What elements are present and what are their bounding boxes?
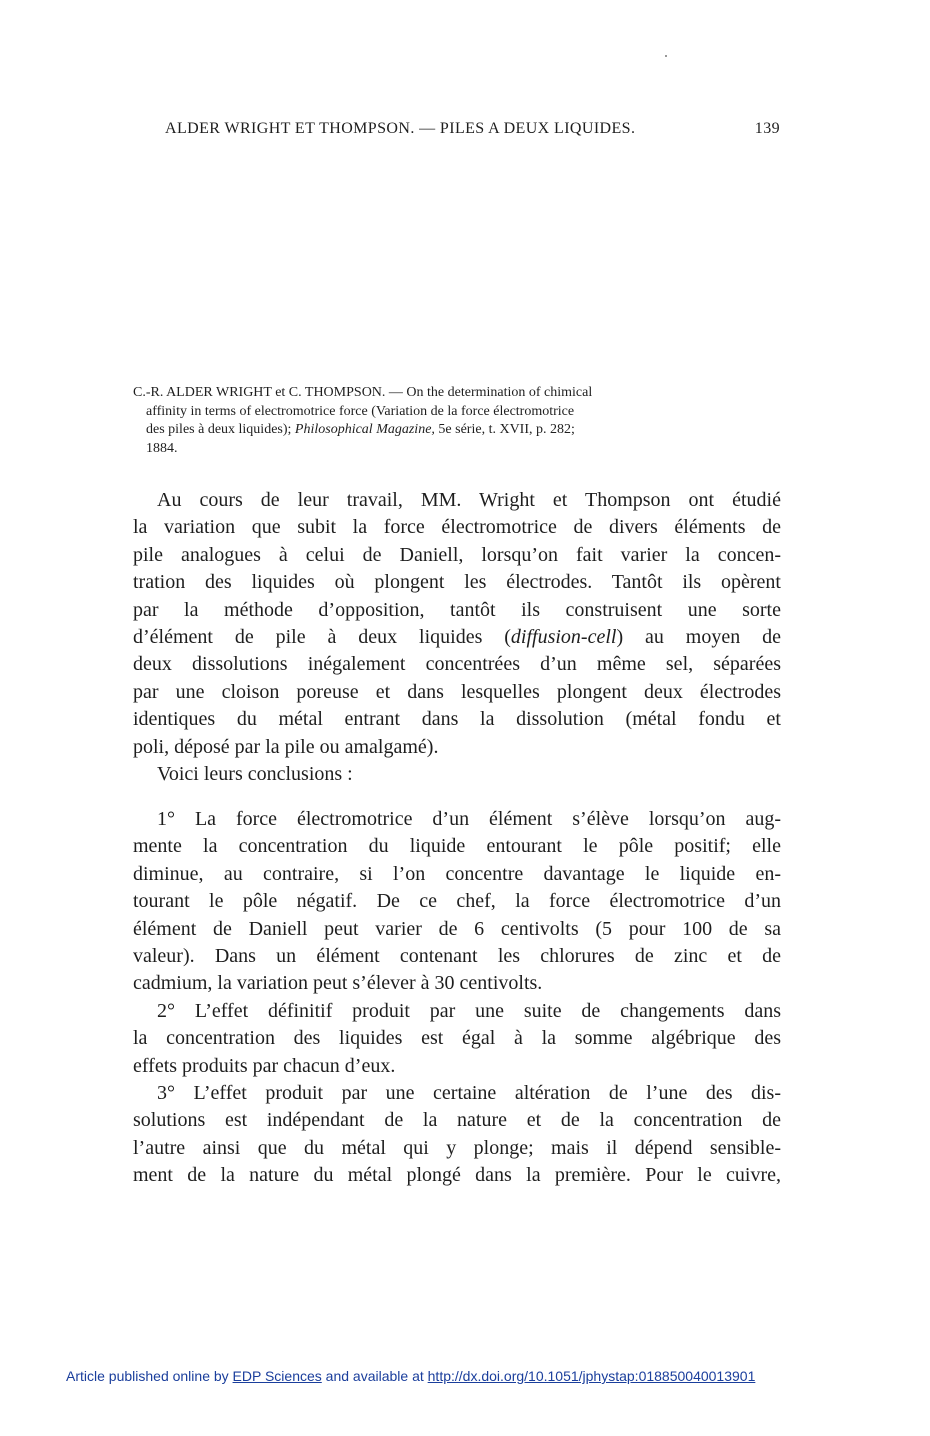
text-line: tourant le pôle négatif. De ce chef, la force électromotrice d’un bbox=[133, 890, 781, 913]
text-line: ment de la nature du métal plongé dans la première. Pour le cuivre, bbox=[133, 1164, 781, 1187]
text-line: poli, déposé par la pile ou amalgamé). bbox=[133, 735, 439, 758]
running-head-title: ALDER WRIGHT ET THOMPSON. — PILES A DEUX LIQUIDES. bbox=[165, 120, 636, 137]
text-line: identiques du métal entrant dans la dissolution (métal fondu et bbox=[133, 708, 781, 731]
doi-link[interactable]: http://dx.doi.org/10.1051/jphystap:018850040013901 bbox=[427, 1368, 756, 1384]
text-line: l’autre ainsi que du métal qui y plonge; mais il dépend sensible- bbox=[133, 1136, 781, 1159]
text-line: Voici leurs conclusions : bbox=[157, 762, 353, 785]
italic-term: diffusion-cell bbox=[510, 625, 617, 648]
text-line bbox=[133, 624, 781, 651]
text-line: cadmium, la variation peut s’élever à 30 centivolts. bbox=[133, 972, 543, 995]
text-line: valeur). Dans un élément contenant les chlorures de zinc et de bbox=[133, 944, 781, 967]
footer-middle: and available at bbox=[325, 1368, 424, 1384]
reference-line: 1884. bbox=[146, 440, 178, 456]
reference-line: affinity in terms of electromotrice force (Variation de la force électromotrice bbox=[146, 403, 575, 419]
text-line: tration des liquides où plongent les électrodes. Tantôt ils opèrent bbox=[133, 571, 781, 594]
text-run: ) au moyen de bbox=[616, 625, 781, 648]
conclusion-1 bbox=[133, 806, 781, 1189]
text-line: pile analogues à celui de Daniell, lorsqu’on fait varier la concen- bbox=[133, 543, 781, 566]
text-line: par la méthode d’opposition, tantôt ils construisent une sorte bbox=[133, 598, 781, 621]
journal-name: Philosophical Magazine, bbox=[294, 422, 435, 437]
text-line: deux dissolutions inégalement concentrées d’un même sel, séparées bbox=[133, 653, 781, 676]
reference-line bbox=[133, 421, 778, 440]
text-run: d’élément de pile à deux liquides ( bbox=[133, 625, 511, 648]
text-line: effets produits par chacun d’eux. bbox=[133, 1054, 396, 1077]
text-line: 1° La force électromotrice d’un élément s’élève lorsqu’on aug- bbox=[157, 808, 781, 830]
reference-text: des piles à deux liquides); bbox=[146, 422, 292, 437]
footer-prefix: Article published online by bbox=[66, 1368, 229, 1384]
reference-text: 5e série, t. XVII, p. 282; bbox=[438, 422, 575, 437]
paragraph-intro bbox=[133, 487, 781, 788]
text-line: par une cloison poreuse et dans lesquelles plongent deux électrodes bbox=[133, 680, 781, 703]
text-line: la concentration des liquides est égal à la somme algébrique des bbox=[133, 1027, 781, 1050]
text-line: élément de Daniell peut varier de 6 centivolts (5 pour 100 de sa bbox=[133, 917, 781, 940]
publisher-link[interactable]: EDP Sciences bbox=[232, 1368, 322, 1384]
text-line: Au cours de leur travail, MM. Wright et Thompson ont étudié bbox=[157, 489, 781, 511]
text-line: diminue, au contraire, si l’on concentre davantage le liquide en- bbox=[133, 862, 781, 885]
page-number: 139 bbox=[754, 120, 780, 137]
publication-footer bbox=[66, 1368, 826, 1384]
speck bbox=[665, 55, 667, 57]
reference-line: C.-R. ALDER WRIGHT et C. THOMPSON. — On the determination of chimical bbox=[133, 385, 593, 400]
text-line: la variation que subit la force électromotrice de divers éléments de bbox=[133, 516, 781, 539]
text-line: mente la concentration du liquide entourant le pôle positif; elle bbox=[133, 835, 781, 858]
text-line: 3° L’effet produit par une certaine altération de l’une des dis- bbox=[157, 1081, 781, 1104]
bibliographic-reference bbox=[133, 384, 778, 458]
text-line: solutions est indépendant de la nature et de la concentration de bbox=[133, 1109, 781, 1132]
text-line: 2° L’effet définitif produit par une suite de changements dans bbox=[157, 999, 781, 1022]
